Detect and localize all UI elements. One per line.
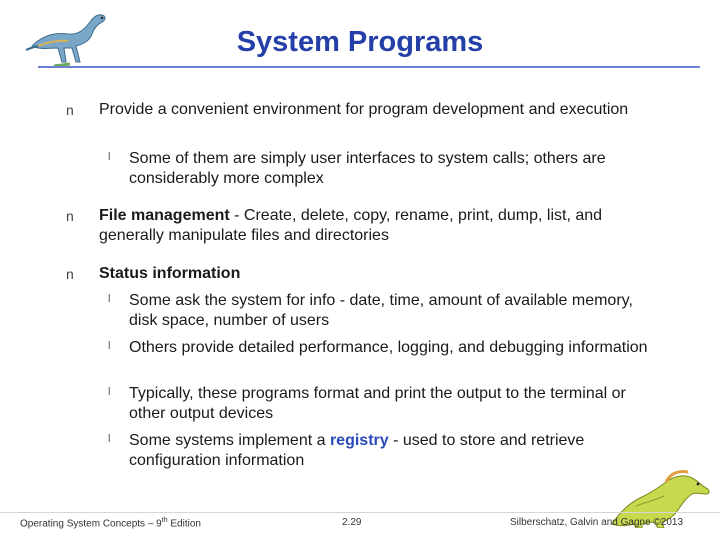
footer-authors: Silberschatz, Galvin and Gagne ©2013 [510, 517, 684, 528]
slide-number: 2.29 [342, 517, 362, 528]
sub-bullet-marker: l [108, 433, 111, 445]
registry-highlight: registry [329, 432, 389, 449]
bullet-bold-label: File management [99, 207, 230, 224]
bullet-text [99, 206, 659, 246]
sub-bullet-marker: l [108, 386, 111, 398]
sub-bullet-marker: l [108, 151, 111, 163]
sub-bullet-text: Some of them are simply user interfaces to system calls; others are considerably more complex [129, 150, 606, 187]
footer-superscript: th [161, 517, 168, 524]
footer-divider [0, 512, 720, 513]
sub-bullet-marker: l [108, 340, 111, 352]
dinosaur-logo-icon [24, 6, 116, 68]
sub-bullet-text [129, 431, 659, 471]
bullet-marker: n [66, 208, 74, 224]
bullet-marker: n [66, 102, 74, 118]
sub-bullet-text: Others provide detailed performance, logging, and debugging information [129, 339, 648, 356]
sub-bullet-text: Typically, these programs format and print the output to the terminal or other output devices [129, 385, 626, 422]
bullet-bold-label: Status information [99, 265, 241, 282]
sub-bullet-text: Some ask the system for info - date, time, amount of available memory, disk space, number of users [129, 292, 633, 329]
bullet-text: Provide a convenient environment for program development and execution [99, 101, 629, 118]
text-run: Some systems implement a [129, 432, 330, 449]
slide-title: System Programs [236, 26, 484, 58]
bullet-body: - Create, delete, copy, rename, print, dump, list, and generally manipulate files and directories [99, 207, 603, 244]
footer-text: Operating System Concepts – 9 [20, 518, 162, 530]
bullet-text [99, 264, 659, 284]
bullet-marker: n [66, 266, 74, 282]
text-run: - used to store and retrieve configuration information [129, 432, 585, 469]
footer-text: Edition [167, 518, 201, 530]
title-divider [38, 66, 700, 68]
footer-book-title [20, 517, 201, 529]
sub-bullet-marker: l [108, 293, 111, 305]
